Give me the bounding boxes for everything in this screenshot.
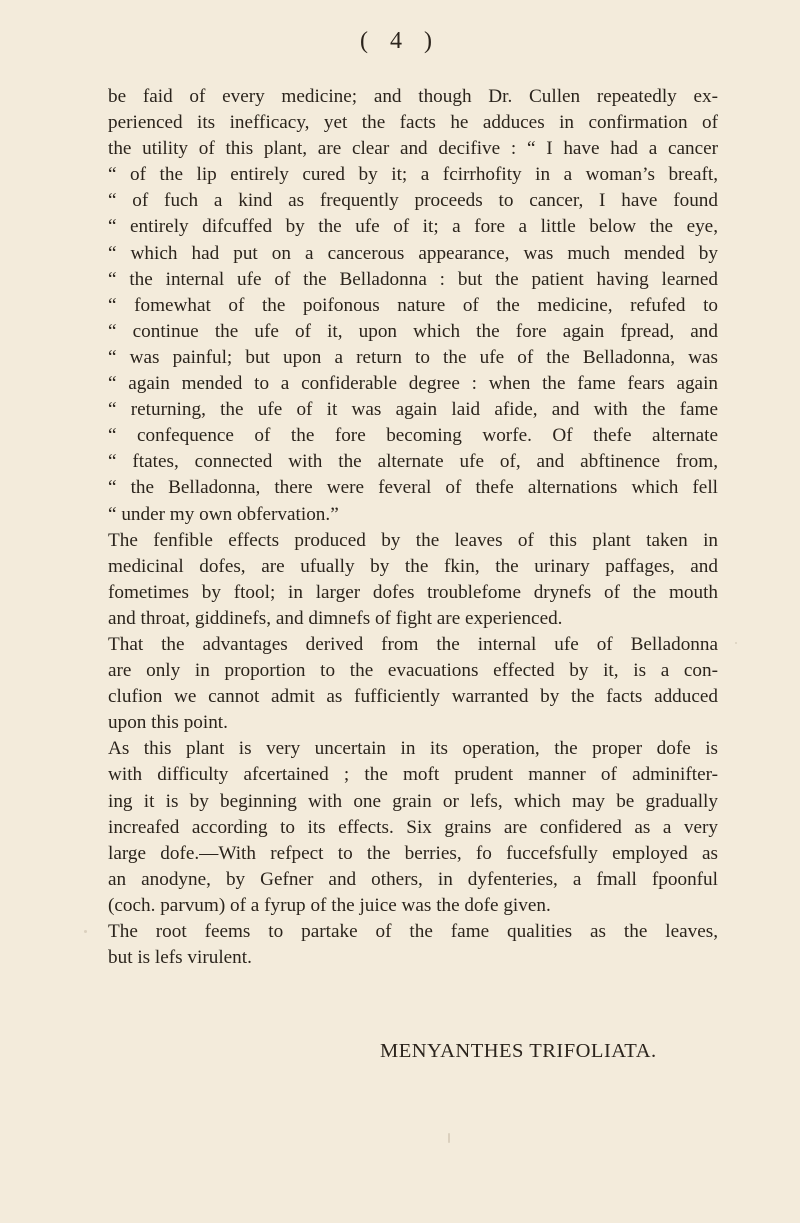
text-line: “ returning, the ufe of it was again laid afide, and with the fame bbox=[108, 399, 718, 421]
text-line: “ which had put on a cancerous appearance, was much mended by bbox=[108, 242, 718, 264]
text-line: increafed according to its effects. Six grains are confidered as a very bbox=[108, 816, 718, 838]
text-line: clufion we cannot admit as fufficiently warranted by the facts adduced bbox=[108, 686, 718, 708]
text-line: the utility of this plant, are clear and decifive : “ I have had a cancer bbox=[108, 138, 718, 160]
text-line: As this plant is very uncertain in its operation, the proper dofe is bbox=[108, 738, 718, 760]
paper-speck bbox=[84, 930, 87, 933]
text-line: an anodyne, by Gefner and others, in dyfenteries, a fmall fpoonful bbox=[108, 868, 718, 890]
page-number: ( 4 ) bbox=[360, 28, 440, 54]
text-line: “ ftates, connected with the alternate ufe of, and abftinence from, bbox=[108, 451, 718, 473]
text-line: (coch. parvum) of a fyrup of the juice was the dofe given. bbox=[108, 894, 551, 916]
text-line: with difficulty afcertained ; the moft prudent manner of adminifter- bbox=[108, 764, 718, 786]
catchword: MENYANTHES TRIFOLIATA. bbox=[380, 1040, 657, 1062]
text-line: ing it is by beginning with one grain or lefs, which may be gradually bbox=[108, 790, 718, 812]
text-line: perienced its inefficacy, yet the facts he adduces in confirmation of bbox=[108, 112, 718, 134]
text-line: medicinal dofes, are ufually by the fkin, the urinary paffages, and bbox=[108, 555, 718, 577]
paper-speck bbox=[448, 1133, 450, 1143]
text-line: “ the Belladonna, there were feveral of thefe alternations which fell bbox=[108, 477, 718, 499]
text-line: upon this point. bbox=[108, 712, 228, 734]
text-line: “ continue the ufe of it, upon which the fore again fpread, and bbox=[108, 320, 718, 342]
text-line: and throat, giddinefs, and dimnefs of fight are experienced. bbox=[108, 607, 563, 629]
text-line: That the advantages derived from the internal ufe of Belladonna bbox=[108, 633, 718, 655]
text-line: “ the internal ufe of the Belladonna : but the patient having learned bbox=[108, 268, 718, 290]
text-line: “ of fuch a kind as frequently proceeds to cancer, I have found bbox=[108, 190, 718, 212]
text-line: “ again mended to a confiderable degree : when the fame fears again bbox=[108, 373, 718, 395]
text-line: The root feems to partake of the fame qualities as the leaves, bbox=[108, 921, 718, 942]
text-line: “ entirely difcuffed by the ufe of it; a fore a little below the eye, bbox=[108, 216, 718, 238]
text-line: “ under my own obfervation.” bbox=[108, 503, 339, 525]
body-text bbox=[108, 84, 718, 971]
text-line: The fenfible effects produced by the leaves of this plant taken in bbox=[108, 529, 718, 551]
paper-speck bbox=[735, 642, 737, 644]
text-line: “ was painful; but upon a return to the ufe of the Belladonna, was bbox=[108, 346, 718, 368]
text-line: large dofe.—With refpect to the berries, fo fuccefsfully employed as bbox=[108, 842, 718, 864]
text-line: be faid of every medicine; and though Dr. Cullen repeatedly ex- bbox=[108, 86, 718, 107]
text-line: “ fomewhat of the poifonous nature of the medicine, refufed to bbox=[108, 294, 718, 316]
text-line: “ of the lip entirely cured by it; a fcirrhofity in a woman’s breaft, bbox=[108, 164, 718, 186]
text-line: are only in proportion to the evacuations effected by it, is a con- bbox=[108, 660, 718, 682]
text-line: but is lefs virulent. bbox=[108, 947, 252, 969]
text-line: “ confequence of the fore becoming worfe. Of thefe alternate bbox=[108, 425, 718, 447]
text-line: fometimes by ftool; in larger dofes troublefome drynefs of the mouth bbox=[108, 581, 718, 603]
